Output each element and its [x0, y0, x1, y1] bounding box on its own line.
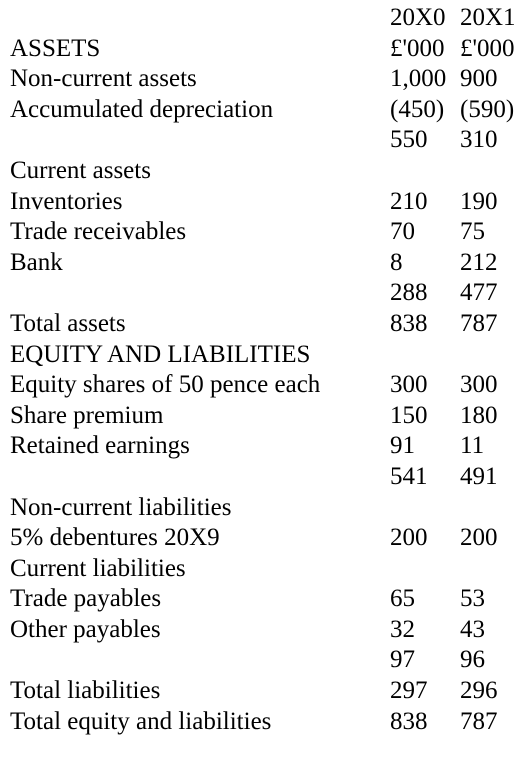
value-20x1: 43 — [460, 615, 485, 643]
row-label: Equity shares of 50 pence each — [10, 371, 321, 399]
value-20x0: 550 — [390, 126, 428, 154]
unit-header-20x0: £'000 — [390, 34, 445, 62]
line-item-row — [10, 615, 520, 646]
total-row — [10, 309, 520, 340]
subheading-row — [10, 156, 520, 187]
row-label: 5% debentures 20X9 — [10, 524, 220, 552]
value-20x0: 32 — [390, 615, 415, 643]
row-label: Non-current liabilities — [10, 493, 232, 521]
value-20x0: 300 — [390, 371, 428, 399]
value-20x1: 190 — [460, 187, 498, 215]
row-label: Accumulated depreciation — [10, 95, 274, 123]
value-20x1: 477 — [460, 279, 498, 307]
line-item-row — [10, 64, 520, 95]
value-20x0: 150 — [390, 401, 428, 429]
value-20x0: 838 — [390, 309, 428, 337]
line-item-row — [10, 370, 520, 401]
value-20x0: 70 — [390, 218, 415, 246]
section-heading-row — [10, 340, 520, 371]
subtotal-row — [10, 278, 520, 309]
line-item-row — [10, 401, 520, 432]
row-label: Total liabilities — [10, 677, 161, 705]
value-20x1: 787 — [460, 707, 498, 735]
value-20x1: 53 — [460, 585, 485, 613]
row-label: Non-current assets — [10, 65, 197, 93]
row-label: Trade payables — [10, 585, 162, 613]
line-item-row — [10, 584, 520, 615]
value-20x1: 300 — [460, 371, 498, 399]
row-label: Share premium — [10, 401, 164, 429]
value-20x1: (590) — [460, 95, 515, 123]
line-item-row — [10, 217, 520, 248]
subheading-row — [10, 554, 520, 585]
value-20x0: 541 — [390, 462, 428, 490]
balance-sheet — [10, 3, 520, 737]
value-20x0: 838 — [390, 707, 428, 735]
subtotal-row — [10, 645, 520, 676]
year-header-20x1: 20X1 — [460, 4, 516, 31]
row-label: Bank — [10, 248, 63, 276]
value-20x1: 180 — [460, 401, 498, 429]
total-row — [10, 676, 520, 707]
row-label: Current assets — [10, 156, 151, 184]
row-label: Inventories — [10, 187, 123, 215]
value-20x1: 296 — [460, 677, 498, 705]
value-20x0: 65 — [390, 585, 415, 613]
subheading-row — [10, 493, 520, 524]
year-header-20x0: 20X0 — [390, 4, 446, 31]
value-20x0: 200 — [390, 524, 428, 552]
unit-header-20x1: £'000 — [460, 34, 515, 62]
value-20x0: 1,000 — [390, 65, 447, 93]
line-item-row — [10, 431, 520, 462]
row-label: Other payables — [10, 615, 161, 643]
row-label: Current liabilities — [10, 554, 186, 582]
value-20x1: 787 — [460, 309, 498, 337]
value-20x1: 75 — [460, 218, 485, 246]
value-20x1: 212 — [460, 248, 498, 276]
value-20x1: 11 — [460, 432, 485, 460]
value-20x0: (450) — [390, 95, 445, 123]
subtotal-row — [10, 125, 520, 156]
value-20x1: 491 — [460, 462, 498, 490]
value-20x0: 288 — [390, 279, 428, 307]
value-20x1: 900 — [460, 65, 498, 93]
line-item-row — [10, 248, 520, 279]
value-20x1: 310 — [460, 126, 498, 154]
assets-heading-row — [10, 34, 520, 65]
value-20x1: 200 — [460, 524, 498, 552]
row-label: Total assets — [10, 309, 126, 337]
line-item-row — [10, 187, 520, 218]
subtotal-row — [10, 462, 520, 493]
value-20x0: 210 — [390, 187, 428, 215]
value-20x0: 91 — [390, 432, 415, 460]
value-20x0: 297 — [390, 677, 428, 705]
row-label: Total equity and liabilities — [10, 707, 272, 735]
value-20x0: 97 — [390, 646, 415, 674]
value-20x1: 96 — [460, 646, 485, 674]
row-label: Trade receivables — [10, 218, 187, 246]
header-years-row — [10, 3, 520, 34]
total-row — [10, 707, 520, 738]
value-20x0: 8 — [390, 248, 403, 276]
line-item-row — [10, 95, 520, 126]
section-heading-assets: ASSETS — [10, 34, 101, 62]
line-item-row — [10, 523, 520, 554]
section-heading-equity-liabilities: EQUITY AND LIABILITIES — [10, 340, 311, 368]
row-label: Retained earnings — [10, 432, 190, 460]
